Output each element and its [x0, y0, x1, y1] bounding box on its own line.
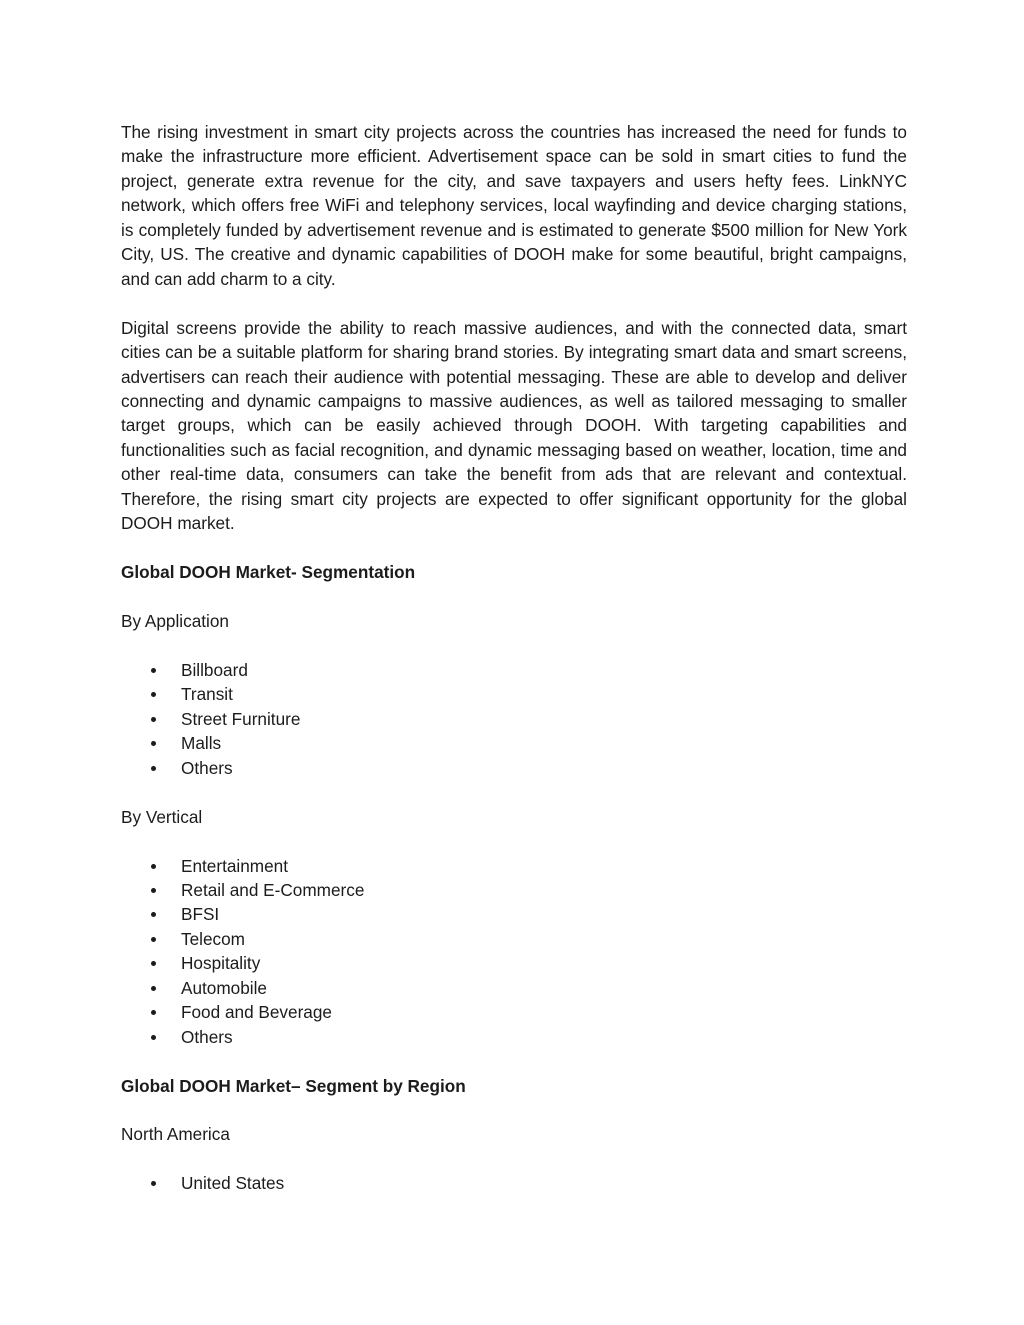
bullet-icon	[151, 1035, 156, 1040]
list-item: Telecom	[121, 927, 907, 951]
bullet-icon	[151, 741, 156, 746]
list-item: Hospitality	[121, 951, 907, 975]
region-heading: Global DOOH Market– Segment by Region	[121, 1075, 466, 1096]
intro-paragraph-smart-city: The rising investment in smart city projects across the countries has increased the need for funds to make the infrastructure more efficient. Advertisement space can be sold in smart cities to fund the project, generate extra revenue for the city, and save taxpayers and users hefty fees. LinkNYC network, which offers free WiFi and telephony services, local wayfinding and device charging stations, is completely funded by advertisement revenue and is estimated to generate $500 million for New York City, US. The creative and dynamic capabilities of DOOH make for some beautiful, bright campaigns, and can add charm to a city.	[121, 122, 907, 289]
list-item: Others	[121, 1025, 907, 1049]
north-america-label: North America	[121, 1124, 230, 1145]
bullet-icon	[151, 766, 156, 771]
list-item: BFSI	[121, 902, 907, 926]
bullet-icon	[151, 864, 156, 869]
bullet-icon	[151, 1181, 156, 1186]
list-item: Transit	[121, 682, 907, 706]
list-item: Malls	[121, 731, 907, 755]
list-item: United States	[121, 1171, 907, 1195]
application-list	[121, 658, 907, 780]
list-item: Automobile	[121, 976, 907, 1000]
list-item: Retail and E-Commerce	[121, 878, 907, 902]
bullet-icon	[151, 692, 156, 697]
bullet-icon	[151, 668, 156, 673]
bullet-icon	[151, 986, 156, 991]
list-item: Food and Beverage	[121, 1000, 907, 1024]
list-item: Others	[121, 756, 907, 780]
north-america-list	[121, 1171, 907, 1195]
bullet-icon	[151, 717, 156, 722]
by-vertical-label: By Vertical	[121, 806, 203, 827]
bullet-icon	[151, 1010, 156, 1015]
segmentation-heading: Global DOOH Market- Segmentation	[121, 562, 416, 583]
bullet-icon	[151, 888, 156, 893]
by-application-label: By Application	[121, 611, 229, 632]
bullet-icon	[151, 912, 156, 917]
bullet-icon	[151, 937, 156, 942]
list-item: Entertainment	[121, 854, 907, 878]
list-item: Street Furniture	[121, 707, 907, 731]
vertical-list	[121, 854, 907, 1050]
list-item: Billboard	[121, 658, 907, 682]
bullet-icon	[151, 961, 156, 966]
document-page	[121, 120, 907, 1220]
digital-screens-paragraph: Digital screens provide the ability to reach massive audiences, and with the connected data, smart cities can be a suitable platform for sharing brand stories. By integrating smart data and smart screens, advertisers can reach their audience with potential messaging. These are able to develop and deliver connecting and dynamic campaigns to massive audiences, as well as tailored messaging to smaller target groups, which can be easily achieved through DOOH. With targeting capabilities and functionalities such as facial recognition, and dynamic messaging based on weather, location, time and other real-time data, consumers can take the benefit from ads that are relevant and contextual. Therefore, the rising smart city projects are expected to offer significant opportunity for the global DOOH market.	[121, 317, 907, 534]
